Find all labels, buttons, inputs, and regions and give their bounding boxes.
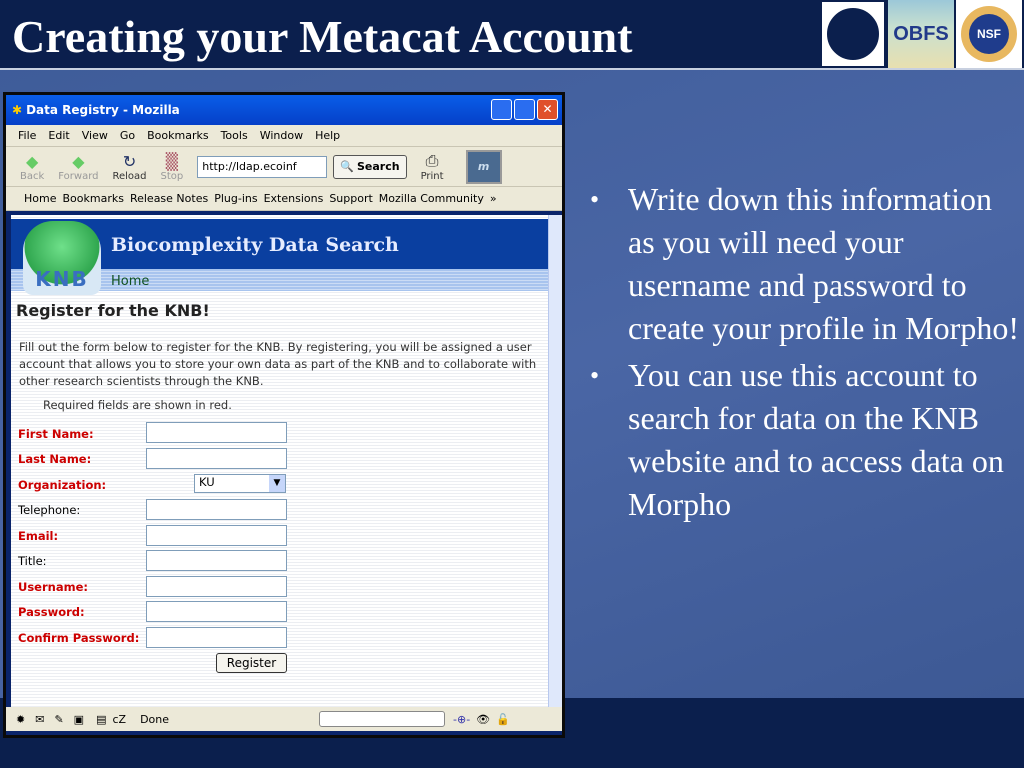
forward-button[interactable]: ◆ Forward <box>58 151 99 182</box>
slide-title: Creating your Metacat Account <box>12 11 633 62</box>
organization-select[interactable]: KU ▼ <box>194 474 286 493</box>
telephone-input[interactable] <box>146 499 287 520</box>
bookmarks-overflow-button[interactable]: » <box>489 192 497 205</box>
calendar-icon[interactable]: ▤ <box>96 712 107 726</box>
page-content <box>11 215 548 707</box>
menu-tools[interactable]: Tools <box>220 129 248 142</box>
progress-bar <box>319 711 445 727</box>
telephone-label: Telephone: <box>18 503 81 517</box>
confirm-password-input[interactable] <box>146 627 287 648</box>
minimize-button[interactable] <box>491 99 512 120</box>
menu-go[interactable]: Go <box>119 129 136 142</box>
bullet: • Write down this information as you will need your username and password to create your profile in Morpho! <box>590 178 1020 350</box>
bookmark-mozilla-community[interactable]: Mozilla Community <box>378 192 484 205</box>
bullet-list <box>590 178 1020 530</box>
mail-icon[interactable]: ✉ <box>35 712 45 726</box>
vertical-scrollbar[interactable] <box>548 215 562 707</box>
bookmarks-toolbar <box>6 187 562 211</box>
title-bar <box>6 95 562 125</box>
menu-bookmarks[interactable]: Bookmarks <box>147 129 209 142</box>
menu-edit[interactable]: Edit <box>48 129 70 142</box>
password-input[interactable] <box>146 601 287 622</box>
address-book-icon[interactable]: ▣ <box>73 712 85 726</box>
nsf-logo: NSF <box>956 0 1022 68</box>
password-label: Password: <box>18 605 85 619</box>
bookmark-home[interactable]: Home <box>24 192 57 205</box>
first-name-label: First Name: <box>18 427 94 441</box>
bookmark-bookmarks[interactable]: Bookmarks <box>62 192 124 205</box>
navigator-icon[interactable]: ✹ <box>16 712 26 726</box>
browser-window <box>3 92 565 738</box>
bookmark-support[interactable]: Support <box>329 192 373 205</box>
status-bar <box>6 707 562 731</box>
menu-window[interactable]: Window <box>259 129 304 142</box>
url-input[interactable]: http://ldap.ecoinf <box>197 156 327 178</box>
reload-icon: ↻ <box>122 151 137 171</box>
slide-header <box>0 0 1024 70</box>
email-input[interactable] <box>146 525 287 546</box>
site-banner: Biocomplexity Data Search <box>11 219 548 269</box>
forward-arrow-icon: ◆ <box>72 151 85 171</box>
menu-bar <box>6 125 562 147</box>
navigation-toolbar <box>6 147 562 187</box>
window-title: Data Registry - Mozilla <box>26 103 180 117</box>
menu-help[interactable]: Help <box>315 129 341 142</box>
bookmark-release-notes[interactable]: Release Notes <box>129 192 209 205</box>
register-button[interactable]: Register <box>216 653 287 673</box>
menu-file[interactable]: File <box>18 129 37 142</box>
home-link[interactable]: Home <box>11 269 548 291</box>
security-lock-icon[interactable]: 🔓 <box>496 712 510 726</box>
menu-view[interactable]: View <box>81 129 108 142</box>
bullet: • You can use this account to search for data on the KNB website and to access data on Morpho <box>590 354 1020 526</box>
title-label: Title: <box>18 554 47 568</box>
print-button[interactable]: ⎙ Print <box>420 151 444 182</box>
maximize-button[interactable] <box>514 99 535 120</box>
email-label: Email: <box>18 529 59 543</box>
title-input[interactable] <box>146 550 287 571</box>
close-button[interactable]: ✕ <box>537 99 558 120</box>
back-arrow-icon: ◆ <box>25 151 39 171</box>
organization-label: Organization: <box>18 478 107 492</box>
mozilla-icon: ✱ <box>12 103 23 117</box>
confirm-password-label: Confirm Password: <box>18 631 140 645</box>
intro-text: Fill out the form below to register for the KNB. By registering, you will be assigned a user account that allows you to store your own data as part of the KNB and to collaborate with other research scientists through the KNB. <box>19 340 537 388</box>
username-input[interactable] <box>146 576 287 597</box>
required-note: Required fields are shown in red. <box>43 398 232 412</box>
stop-button[interactable]: ▒ Stop <box>160 151 184 182</box>
first-name-input[interactable] <box>146 422 287 443</box>
chatzilla-icon[interactable]: cZ <box>112 712 127 726</box>
last-name-label: Last Name: <box>18 452 92 466</box>
composer-icon[interactable]: ✎ <box>54 712 64 726</box>
online-icon[interactable]: -⊕- <box>453 712 471 726</box>
mozilla-throbber-icon: m <box>466 150 502 184</box>
search-icon: 🔍 <box>340 160 354 173</box>
reload-button[interactable]: ↻ Reload <box>112 151 147 182</box>
username-label: Username: <box>18 580 88 594</box>
globe-logo <box>820 0 886 68</box>
obfs-logo: OBFS <box>888 0 954 68</box>
status-text: Done <box>140 712 170 726</box>
back-button[interactable]: ◆ Back <box>20 151 45 182</box>
printer-icon: ⎙ <box>425 151 439 170</box>
stop-icon: ▒ <box>165 151 179 171</box>
last-name-input[interactable] <box>146 448 287 469</box>
chevron-down-icon: ▼ <box>269 475 285 492</box>
page-heading: Register for the KNB! <box>16 301 210 320</box>
privacy-icon[interactable]: 👁 <box>476 712 491 726</box>
knb-logo: KNB <box>23 221 101 295</box>
search-button[interactable]: 🔍 Search <box>333 155 406 179</box>
bookmark-plug-ins[interactable]: Plug-ins <box>214 192 258 205</box>
bookmark-extensions[interactable]: Extensions <box>263 192 324 205</box>
